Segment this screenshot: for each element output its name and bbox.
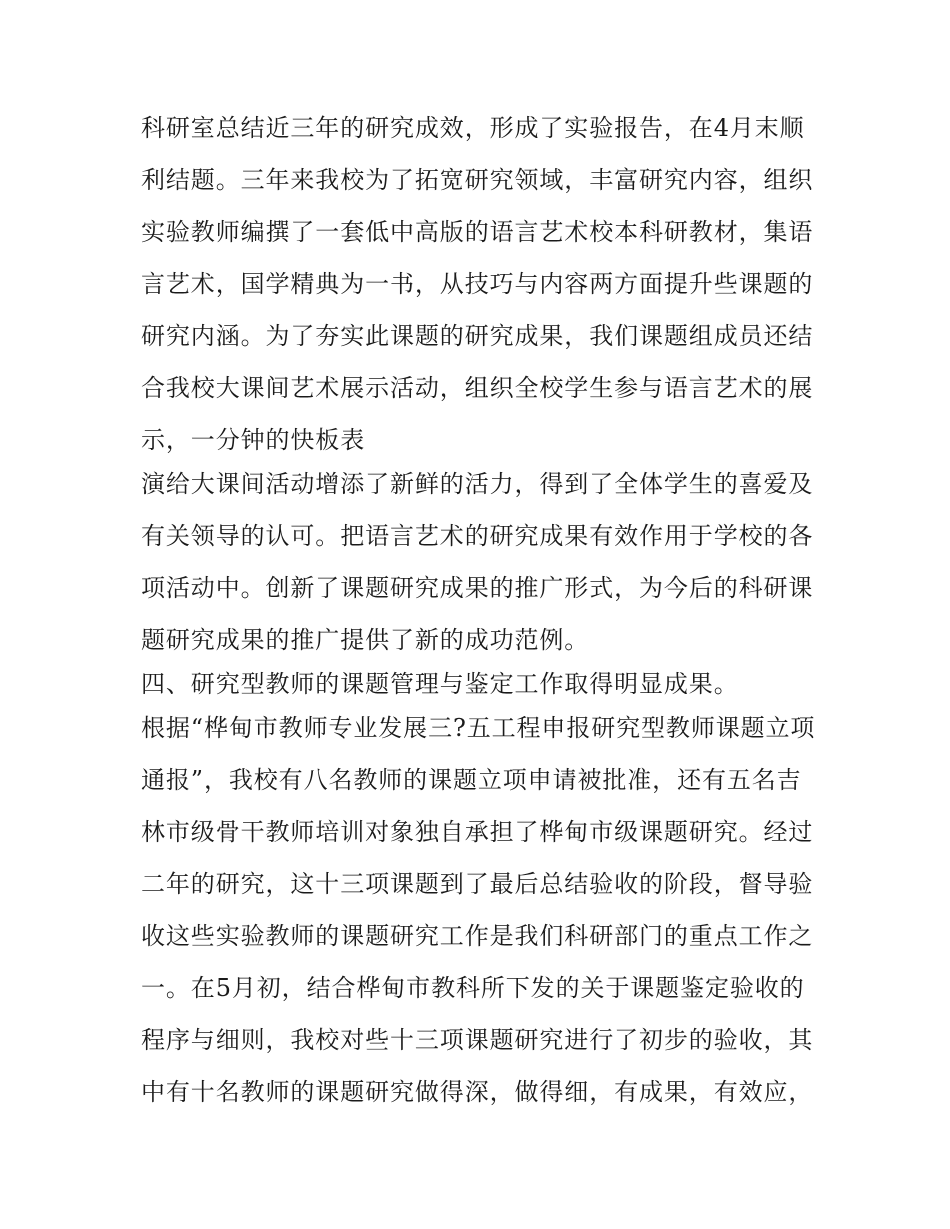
text-line: 科研室总结近三年的研究成效，形成了实验报告，在4月末顺 bbox=[141, 114, 805, 142]
text-line: 演给大课间活动增添了新鲜的活力，得到了全体学生的喜爱及 bbox=[141, 470, 814, 498]
section-heading: 四、研究型教师的课题管理与鉴定工作取得明显成果。 bbox=[141, 670, 739, 698]
text-line: 研究内涵。为了夯实此课题的研究成果，我们课题组成员还结 bbox=[141, 322, 814, 350]
text-line: 收这些实验教师的课题研究工作是我们科研部门的重点工作之 bbox=[141, 922, 814, 950]
text-line: 题研究成果的推广提供了新的成功范例。 bbox=[141, 626, 590, 654]
text-line: 中有十名教师的课题研究做得深，做得细，有成果，有效应， bbox=[141, 1078, 814, 1106]
text-line: 示，一分钟的快板表 bbox=[141, 426, 366, 454]
text-line: 项活动中。创新了课题研究成果的推广形式，为今后的科研课 bbox=[141, 574, 814, 602]
text-line: 有关领导的认可。把语言艺术的研究成果有效作用于学校的各 bbox=[141, 522, 814, 550]
body-text bbox=[141, 102, 831, 1118]
text-line: 一。在5月初，结合桦甸市教科所下发的关于课题鉴定验收的 bbox=[141, 974, 805, 1002]
text-line: 言艺术，国学精典为一书，从技巧与内容两方面提升些课题的 bbox=[141, 270, 814, 298]
text-line: 实验教师编撰了一套低中高版的语言艺术校本科研教材，集语 bbox=[141, 218, 814, 246]
text-line: 根据“桦甸市教师专业发展三?五工程申报研究型教师课题立项 bbox=[141, 714, 816, 742]
text-line: 通报”，我校有八名教师的课题立项申请被批准，还有五名吉 bbox=[141, 766, 802, 794]
text-line: 程序与细则，我校对些十三项课题研究进行了初步的验收，其 bbox=[141, 1026, 814, 1054]
text-line: 合我校大课间艺术展示活动，组织全校学生参与语言艺术的展 bbox=[141, 374, 814, 402]
text-line: 林市级骨干教师培训对象独自承担了桦甸市级课题研究。经过 bbox=[141, 818, 814, 846]
text-line: 利结题。三年来我校为了拓宽研究领域，丰富研究内容，组织 bbox=[141, 166, 814, 194]
text-line: 二年的研究，这十三项课题到了最后总结验收的阶段，督导验 bbox=[141, 870, 814, 898]
